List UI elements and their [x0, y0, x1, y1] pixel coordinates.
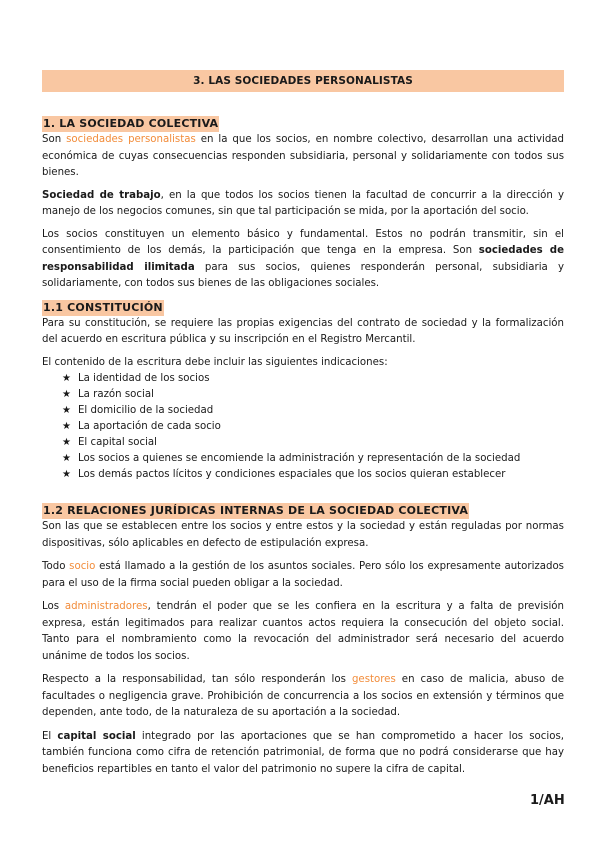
list-item [62, 403, 564, 419]
star-icon: ★ [62, 405, 71, 416]
text: , tendrán el poder que se les confiera en la escritura y a falta de previsión expresa, están legitimados para realizar cuantos actos requiera la consecución del objeto social. Tanto para el nombramiento como la revocación del administrador será necesario del acuerdo unánime de todos los socios. [42, 601, 564, 662]
highlight-term: socio [69, 561, 96, 572]
list-item [62, 419, 564, 435]
paragraph: Son las que se establecen entre los socios y entre estos y la sociedad y están reguladas por normas dispositivas, sólo aplicables en defecto de estipulación expresa. [42, 521, 564, 549]
text: Respecto a la responsabilidad, tan sólo responderán los [42, 674, 352, 685]
star-icon: ★ [62, 469, 71, 480]
section-heading-1-1: 1.1 CONSTITUCIÓN [43, 300, 163, 314]
list-item [62, 451, 564, 467]
indications-list [42, 371, 564, 483]
list-item-text: Los socios a quienes se encomiende la administración y representación de la sociedad [78, 453, 521, 464]
paragraph [42, 227, 564, 293]
text: para sus socios, quienes responderán personal, subsidiaria y solidariamente, con todos sus bienes de las obligaciones sociales. [42, 261, 564, 289]
list-item [62, 467, 564, 483]
text: integrado por las aportaciones que se han comprometido a hacer los socios, también funciona como cifra de retención patrimonial, de forma que no podrá considerarse que hay beneficios repartibles en tanto el valor del patrimonio no supere la cifra de capital. [42, 730, 564, 775]
star-icon: ★ [62, 421, 71, 432]
list-item-text: La aportación de cada socio [78, 421, 221, 432]
paragraph [42, 559, 564, 592]
text: Los socios constituyen un elemento básico y fundamental. Estos no podrán transmitir, sin el consentimiento de los demás, la participación que tenga en la empresa. Son [42, 228, 564, 256]
highlight-term: administradores [64, 601, 148, 612]
paragraph [42, 188, 564, 221]
text: en la que los socios, en nombre colectivo, desarrollan una actividad económica de cuyas consecuencias responden subsidiaria, personal y solidariamente con todos sus bienes. [42, 134, 564, 178]
text: , en la que todos los socios tienen la facultad de concurrir a la dirección y manejo de los negocios comunes, sin que tal participación se mida, por la aportación del socio. [42, 189, 564, 217]
paragraph [42, 132, 564, 182]
text: en caso de malicia, abuso de facultades o negligencia grave. Prohibición de concurrencia a los socios en extensión y términos que dependen, ante todo, de la naturaleza de su aportación a la sociedad. [42, 674, 564, 718]
paragraph: El contenido de la escritura debe incluir las siguientes indicaciones: [42, 356, 388, 368]
paragraph [42, 599, 564, 665]
list-item-text: El capital social [78, 437, 157, 448]
list-item-text: El domicilio de la sociedad [78, 405, 214, 416]
list-item-text: La razón social [78, 389, 154, 400]
list-item-text: La identidad de los socios [78, 373, 210, 384]
section-heading-1: 1. LA SOCIEDAD COLECTIVA [43, 117, 219, 130]
star-icon: ★ [62, 389, 71, 400]
document-title: 3. LAS SOCIEDADES PERSONALISTAS [42, 70, 564, 92]
star-icon: ★ [62, 453, 71, 464]
paragraph [42, 672, 564, 722]
paragraph: Para su constitución, se requiere las propias exigencias del contrato de sociedad y la formalización del acuerdo en escritura pública y su inscripción en el Registro Mercantil. [42, 317, 564, 345]
text: El [42, 730, 58, 742]
document-page [42, 70, 564, 778]
bold-term: capital social [57, 730, 136, 742]
highlight-term: gestores [351, 674, 396, 685]
text: Son [42, 134, 67, 145]
star-icon: ★ [62, 373, 71, 384]
text: está llamado a la gestión de los asuntos sociales. Pero sólo los expresamente autorizados para el uso de la firma social pueden obligar a la sociedad. [42, 561, 564, 589]
list-item [62, 387, 564, 403]
bold-term: Sociedad de trabajo [42, 189, 161, 201]
highlight-term: sociedades personalistas [66, 134, 196, 145]
bold-term: sociedades de responsabilidad ilimitada [42, 245, 564, 273]
star-icon: ★ [62, 437, 71, 448]
list-item-text: Los demás pactos lícitos y condiciones espaciales que los socios quieran establecer [78, 469, 506, 480]
page-number: 1/AH [530, 793, 565, 808]
list-item [62, 371, 564, 387]
paragraph [42, 729, 564, 779]
text: Los [42, 601, 65, 612]
section-heading-1-2: 1.2 RELACIONES JURÍDICAS INTERNAS DE LA SOCIEDAD COLECTIVA [43, 504, 469, 517]
text: Todo [42, 561, 70, 572]
list-item [62, 435, 564, 451]
